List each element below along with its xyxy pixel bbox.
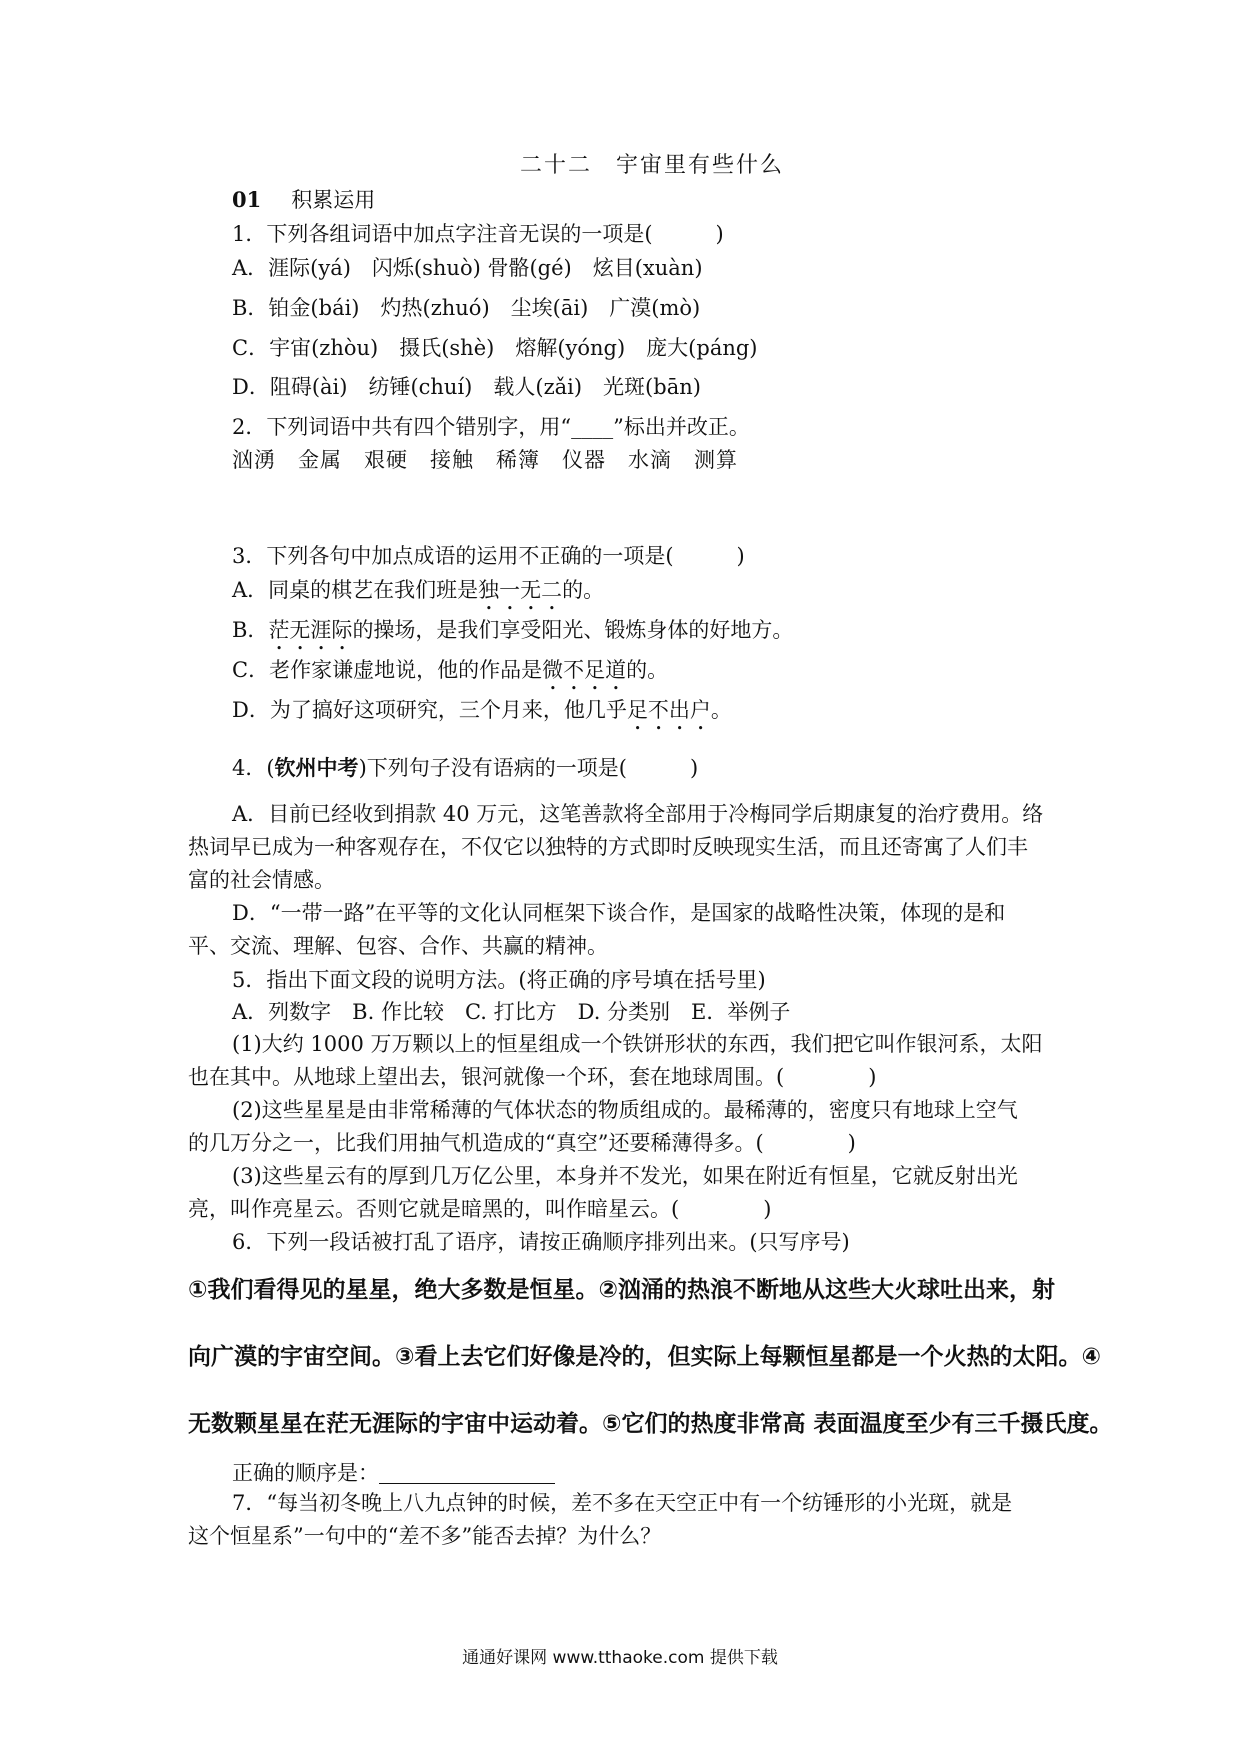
- section-label: 积累运用: [291, 188, 376, 212]
- q3-c-end: 的。: [626, 658, 669, 682]
- q6-answer-row: [232, 1459, 555, 1487]
- q6-line3: 无数颗星星在茫无涯际的宇宙中运动着。⑤它们的热度非常高 表面温度至少有三千摄氏度。: [188, 1411, 1113, 1437]
- q3-b-idiom: 茫无涯际: [268, 618, 353, 642]
- q4-d-line1: D．“一带一路”在平等的文化认同框架下谈合作，是国家的战略性决策，体现的是和: [232, 901, 1006, 925]
- q3-a-idiom: 独一无二: [478, 578, 563, 602]
- q3-a-end: 的。: [562, 578, 605, 602]
- q1-option-a: A．涯际(yá) 闪烁(shuò) 骨骼(gé) 炫目(xuàn): [232, 256, 703, 280]
- q6-answer-blank[interactable]: [379, 1461, 555, 1484]
- q3-c-idiom: 微不足道: [542, 658, 627, 682]
- q4-a-line3: 富的社会情感。: [188, 868, 335, 892]
- q2-stem-part1: 2．下列词语中共有四个错: [232, 415, 477, 439]
- q6-line2: 向广漠的宇宙空间。③看上去它们好像是冷的，但实际上每颗恒星都是一个火热的太阳。④: [188, 1344, 1101, 1370]
- q4-stem-rest: )下列句子没有语病的一项是( ): [358, 756, 699, 780]
- q2-stem-part2: 别字，用“____”标出并改正。: [476, 415, 750, 439]
- q5-item2-line1: (2)这些星星是由非常稀薄的气体状态的物质组成的。最稀薄的，密度只有地球上空气: [232, 1098, 1018, 1122]
- q5-options: A．列数字 B. 作比较 C. 打比方 D. 分类别 E．举例子: [232, 1000, 791, 1024]
- q3-b-end: 的操场，是我们享受阳光、锻炼身体的好地方。: [352, 618, 794, 642]
- q6-answer-label: 正确的顺序是：: [232, 1461, 379, 1485]
- q7: [188, 1487, 1068, 1553]
- q3-stem: 3．下列各句中加点成语的运用不正确的一项是( ): [232, 544, 745, 568]
- q5-item-2: [188, 1094, 1068, 1160]
- q5-stem: 5．指出下面文段的说明方法。(将正确的序号填在括号里): [232, 968, 766, 992]
- q6-stem: 6．下列一段话被打乱了语序，请按正确顺序排列出来。(只写序号): [232, 1230, 850, 1254]
- q4-a-line2: 热词早已成为一种客观存在，不仅它以独特的方式即时反映现实生活，而且还寄寓了人们丰: [188, 835, 1028, 859]
- q2-words: 汹湧 金属 艰硬 接触 稀簿 仪器 水滴 测算: [232, 448, 738, 472]
- q5-item3-line1: (3)这些星云有的厚到几万亿公里，本身并不发光，如果在附近有恒星，它就反射出光: [232, 1164, 1018, 1188]
- q4-number: 4．(: [232, 756, 275, 780]
- q4-option-a: [188, 798, 1068, 897]
- q5-item3-line2: 亮，叫作亮星云。否则它就是暗黑的，叫作暗星云。( ): [188, 1197, 772, 1221]
- q5-item-1: [188, 1028, 1068, 1094]
- q1-option-c: C．宇宙(zhòu) 摄氏(shè) 熔解(yóng) 庞大(páng): [232, 336, 758, 360]
- q3-option-b: [232, 616, 793, 655]
- q3-option-a: [232, 576, 604, 615]
- q4-stem: [232, 754, 698, 782]
- q3-option-c: [232, 656, 668, 695]
- q1-option-b: B．铂金(bái) 灼热(zhuó) 尘埃(āi) 广漠(mò): [232, 296, 701, 320]
- q3-d-text: D．为了搞好这项研究，三个月来，他几乎: [232, 698, 627, 722]
- q7-line1: 7．“每当初冬晚上八九点钟的时候，差不多在天空正中有一个纺锤形的小光斑，就是: [232, 1491, 1013, 1515]
- q3-option-d: [232, 696, 732, 735]
- q4-option-d: [188, 897, 1068, 963]
- q1-option-d: D．阻碍(ài) 纺锤(chuí) 载人(zǎi) 光斑(bān): [232, 375, 701, 399]
- section-heading: [232, 186, 375, 214]
- q4-source: 钦州中考: [274, 755, 359, 780]
- q3-d-end: 。: [710, 698, 732, 722]
- q2-stem: [232, 413, 750, 441]
- q1-stem: 1．下列各组词语中加点字注音无误的一项是( ): [232, 222, 724, 246]
- page-footer: 通通好课网 www.tthaoke.com 提供下载: [462, 1648, 778, 1668]
- q6-line1: ①我们看得见的星星，绝大多数是恒星。②汹涌的热浪不断地从这些大火球吐出来，射: [188, 1277, 1055, 1303]
- q3-c-text: C．老作家谦虚地说，他的作品是: [232, 658, 543, 682]
- q3-b-text: B．: [232, 618, 269, 642]
- q5-item1-line1: (1)大约 1000 万万颗以上的恒星组成一个铁饼形状的东西，我们把它叫作银河系，太阳: [232, 1032, 1043, 1056]
- q4-a-line1: A．目前已经收到捐款 40 万元，这笔善款将全部用于冷梅同学后期康复的治疗费用。络: [232, 802, 1044, 826]
- q3-d-idiom: 足不出户: [626, 698, 711, 722]
- q5-item1-line2: 也在其中。从地球上望出去，银河就像一个环，套在地球周围。( ): [188, 1065, 877, 1089]
- section-number: 01: [232, 187, 262, 212]
- q5-item-3: [188, 1160, 1068, 1226]
- page-title: 二十二 宇宙里有些什么: [520, 153, 785, 178]
- q3-a-text: A．同桌的棋艺在我们班是: [232, 578, 479, 602]
- q4-d-line2: 平、交流、理解、包容、合作、共赢的精神。: [188, 934, 608, 958]
- q5-item2-line2: 的几万分之一，比我们用抽气机造成的“真空”还要稀薄得多。( ): [188, 1131, 856, 1155]
- q7-line2: 这个恒星系”一句中的“差不多”能否去掉？为什么？: [188, 1524, 662, 1548]
